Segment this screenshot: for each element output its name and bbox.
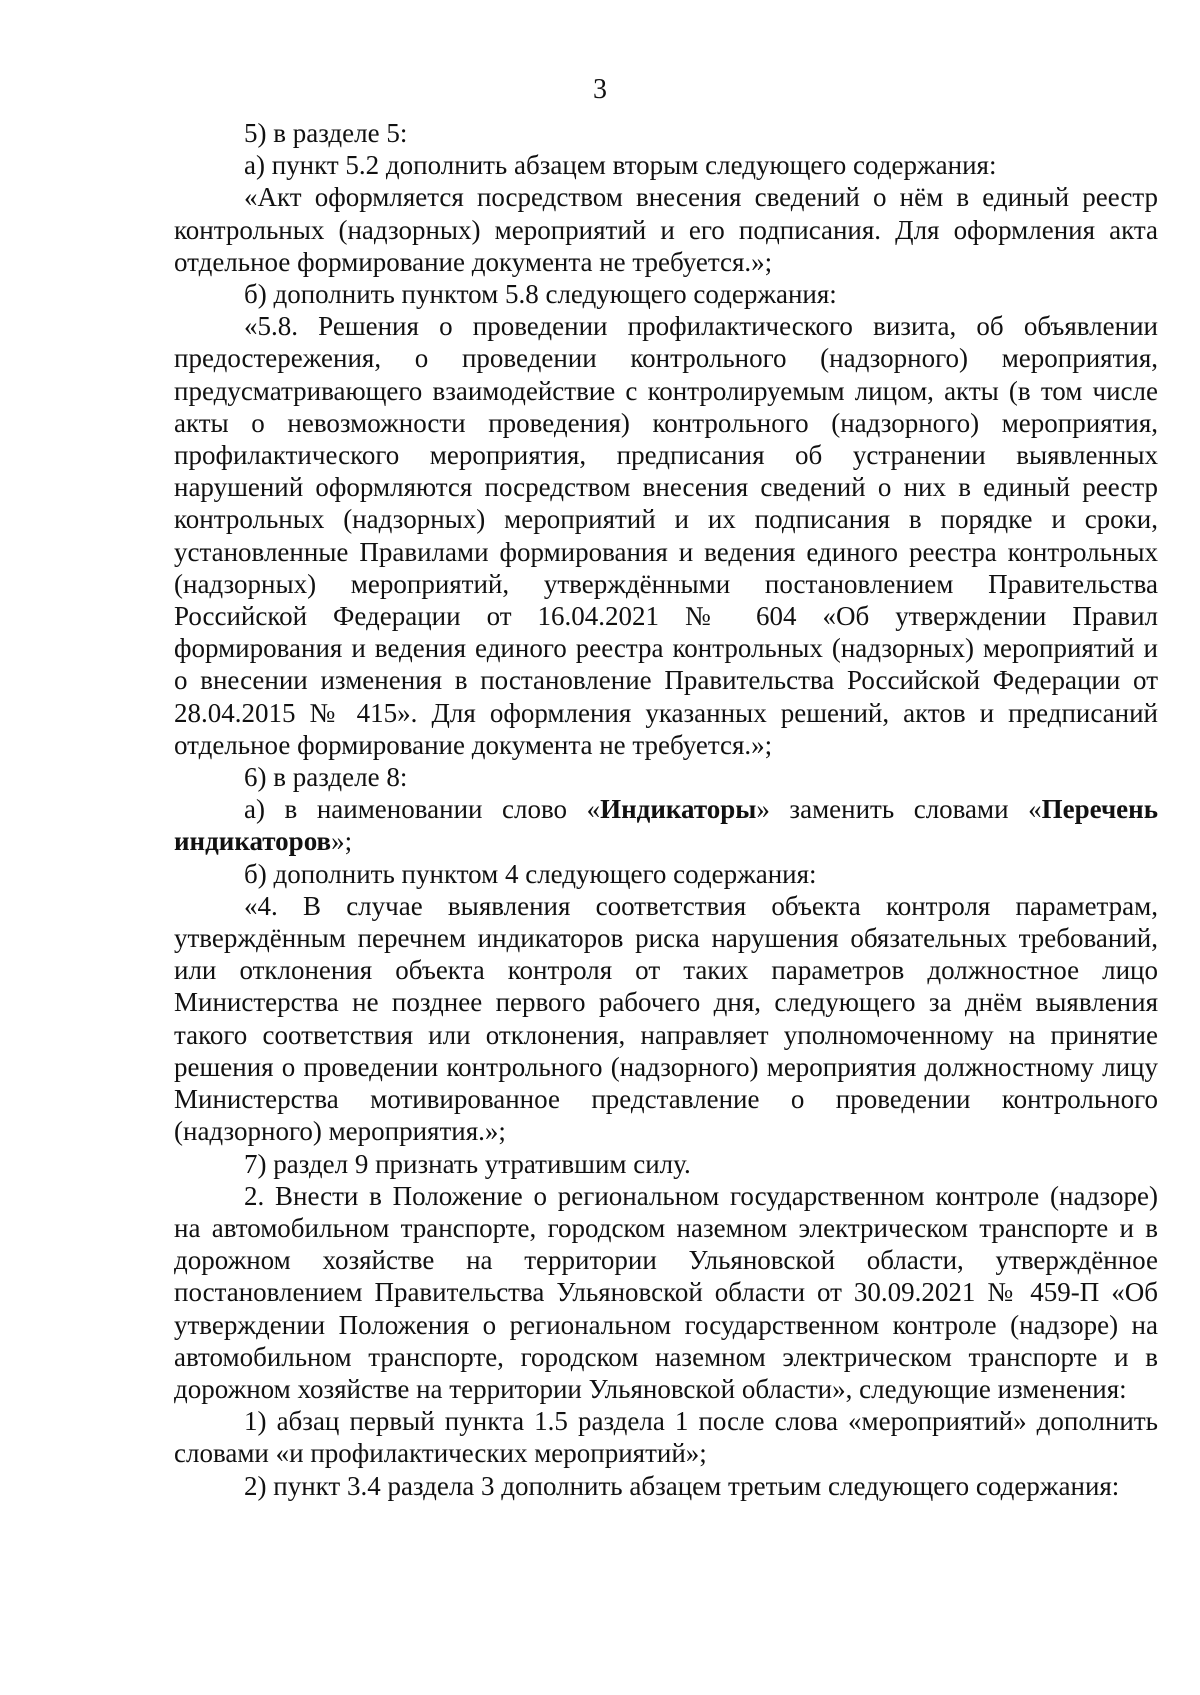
item-a-before: а) в наименовании слово « (244, 794, 601, 825)
paragraph-clause-2-item-2: 2) пункт 3.4 раздела 3 дополнить абзацем третьим следующего содержания: (244, 1470, 1120, 1501)
paragraph-item-4-text: «4. В случае выявления соответствия объекта контроля параметрам, утверждённым перечнем индикаторов риска нарушения обязательных требований, или отклонения объекта контроля от таких параметров должностное лицо Министерства не позднее первого рабочего дня, следующего за днём выявления такого соответствия или отклонения, направляет уполномоченному на принятие решения о проведении контрольного (надзорного) мероприятия должностному лицу Министерства мотивированное представление о проведении контрольного (надзорного) мероприятия.»; (174, 890, 1158, 1147)
paragraph-item-5-8: б) дополнить пунктом 5.8 следующего содержания: (244, 279, 837, 310)
item-a-middle: » заменить словами « (756, 794, 1042, 825)
page-number: 3 (593, 74, 607, 105)
paragraph-section8-item-b: б) дополнить пунктом 4 следующего содержания: (244, 858, 817, 889)
bold-new-words: Перечень индикаторов (174, 794, 1158, 857)
paragraph-clause-2: 2. Внести в Положение о региональном государственном контроле (надзоре) на автомобильном транспорте, городском наземном электрическом транспорте и в дорожном хозяйстве на территории Ульяновской области, утверждённое постановлением Правительства Ульяновской области от 30.09.2021 № 459-П «Об утверждении Положения о региональном государственном контроле (надзоре) на автомобильном транспорте, городском наземном электрическом транспорте и в дорожном хозяйстве на территории Ульяновской области», следующие изменения: (174, 1180, 1158, 1404)
paragraph-section8-heading: 6) в разделе 8: (244, 762, 408, 793)
document-body (174, 117, 1158, 1502)
paragraph-item-5-2: а) пункт 5.2 дополнить абзацем вторым следующего содержания: (244, 150, 997, 181)
paragraph-act-text: «Акт оформляется посредством внесения сведений о нём в единый реестр контрольных (надзорных) мероприятий и его подписания. Для оформления акта отдельное формирование документа не требуется.»; (174, 182, 1158, 277)
paragraph-clause-2-item-1: 1) абзац первый пункта 1.5 раздела 1 после слова «мероприятий» дополнить словами «и профилактических мероприятий»; (174, 1406, 1158, 1469)
bold-old-word: Индикаторы (600, 794, 757, 825)
paragraph-section8-item-a (174, 793, 1158, 857)
paragraph-section5-heading: 5) в разделе 5: (244, 118, 408, 148)
paragraph-5-8-text: «5.8. Решения о проведении профилактического визита, об объявлении предостережения, о проведении контрольного (надзорного) мероприятия, предусматривающего взаимодействие с контролируемым лицом, акты (в том числе акты о невозможности проведения) контрольного (надзорного) мероприятия, профилактического мероприятия, предписания об устранении выявленных нарушений оформляются посредством внесения сведений о них в единый реестр контрольных (надзорных) мероприятий и их подписания в порядке и сроки, установленные Правилами формирования и ведения единого реестра контрольных (надзорных) мероприятий, утверждёнными постановлением Правительства Российской Федерации от 16.04.2021 № 604 «Об утверждении Правил формирования и ведения единого реестра контрольных (надзорных) мероприятий и о внесении изменения в постановление Правительства Российской Федерации от 28.04.2015 № 415». Для оформления указанных решений, актов и предписаний отдельное формирование документа не требуется.»; (174, 311, 1158, 760)
paragraph-section9: 7) раздел 9 признать утратившим силу. (244, 1148, 691, 1179)
item-a-after: »; (331, 826, 353, 857)
